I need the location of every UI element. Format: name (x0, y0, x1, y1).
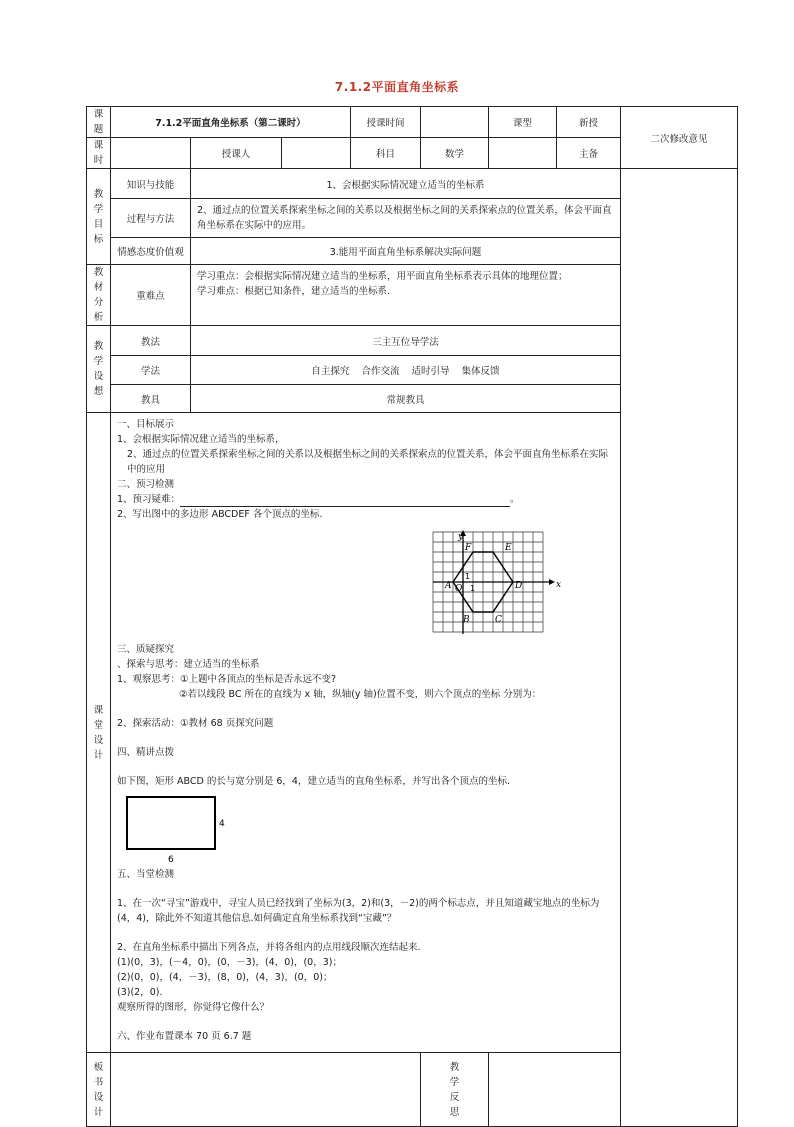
rectangle-diagram (125, 795, 235, 865)
s5-line3: (1)(0，3)，(－4，0)，(0，－3)，(4，0)，(0，3)； (117, 957, 342, 968)
analysis-section-label: 教 材 分 析 (87, 265, 111, 326)
s4-line1: 如下图，矩形 ABCD 的长与宽分别是 6，4，建立适当的直角坐标系，并写出各个顶点的坐标. (117, 776, 510, 787)
origin-label: O (455, 584, 463, 594)
rect-height-label: 4 (219, 819, 225, 829)
s5-line6: 观察所得的图形，你觉得它像什么？ (117, 1002, 270, 1013)
s6-title: 六、作业布置课本 70 页 6.7 题 (117, 1031, 252, 1042)
point-c-label: C (495, 615, 502, 625)
s5-line5: (3)(2，0). (117, 987, 163, 998)
s4-title: 四、精讲点拨 (117, 747, 175, 758)
s2-title: 二、预习检测 (117, 479, 175, 490)
point-d-label: D (515, 581, 523, 591)
board-section-label: 板 书 设 计 (87, 1053, 111, 1127)
reflection-label: 教 学 反 思 (449, 1061, 460, 1118)
s3-line3: ②若以线段 BC 所在的直线为 x 轴，纵轴(y 轴)位置不变，则六个顶点的坐标 分别为： (179, 689, 542, 700)
subject-label: 科目 (351, 138, 421, 169)
rect-width-label: 6 (168, 855, 174, 865)
s2-line2: 2、写出图中的多边形 ABCDEF 各个顶点的坐标. (117, 509, 323, 520)
topic-value: 7.1.2平面直角坐标系（第二课时） (111, 107, 351, 138)
blank-cell (489, 138, 557, 169)
coordinate-grid-figure (425, 530, 563, 634)
s1-title: 一、目标展示 (117, 419, 175, 430)
point-f-label: F (465, 543, 472, 553)
s5-line1: 1、在一次“寻宝”游戏中，寻宝人员已经找到了坐标为(3，2)和(3，－2)的两个标志点，并且知道藏宝地点的坐标为(4，4)，除此外不知道其他信息.如何确定直角坐标系找到“宝藏”？ (117, 898, 600, 924)
s1-line1: 1、会根据实际情况建立适当的坐标系， (117, 434, 285, 445)
point-e-label: E (505, 543, 512, 553)
revision-notes (621, 169, 738, 1127)
s5-line4: (2)(0，0)，(4，－3)，(8，0)，(4，3)，(0，0)； (117, 972, 333, 983)
design-section-label: 教 学 设 想 (87, 326, 111, 413)
answer-blank (180, 496, 510, 507)
period-value (111, 138, 191, 169)
revision-label: 二次修改意见 (621, 107, 738, 169)
method-text: 三主互位导学法 (191, 326, 621, 356)
goal-label-process: 过程与方法 (111, 199, 191, 238)
rectangle-abcd (127, 797, 215, 849)
method-label: 教法 (111, 326, 191, 356)
goal-text-process: 2、通过点的位置关系探索坐标之间的关系以及根据坐标之间的关系探索点的位置关系，体会平面直角坐标系在实际中的应用。 (191, 199, 621, 238)
tools-text: 常规教具 (191, 385, 621, 413)
s5-line2: 2、在直角坐标系中描出下列各点，并将各组内的点用线段顺次连结起来. (117, 942, 421, 953)
x-axis-label: x (556, 580, 562, 590)
lesson-content (111, 413, 621, 1053)
point-a-label: A (445, 581, 452, 591)
learning-label: 学法 (111, 356, 191, 385)
topic-label: 课 题 (87, 107, 111, 138)
y-unit-label: 1 (465, 572, 471, 581)
point-b-label: B (463, 615, 470, 625)
time-label: 授课时间 (351, 107, 421, 138)
reflection-area (489, 1053, 738, 1127)
goal-label-knowledge: 知识与技能 (111, 169, 191, 199)
time-value (421, 107, 489, 138)
teacher-value (282, 138, 351, 169)
s3-line1: 、探索与思考：建立适当的坐标系 (117, 659, 260, 670)
lesson-section-label: 课 堂 设 计 (87, 413, 111, 1053)
lesson-plan-table (86, 106, 738, 1127)
tools-label: 教具 (111, 385, 191, 413)
goals-section-label: 教 学 目 标 (87, 169, 111, 265)
teacher-label: 授课人 (191, 138, 282, 169)
goal-text-knowledge: 1、会根据实际情况建立适当的坐标系 (191, 169, 621, 199)
s3-line4: 2、探索活动：①教材 68 页探究问题 (117, 718, 274, 729)
subject-value: 数学 (421, 138, 489, 169)
s1-line2: 2、通过点的位置关系探索坐标之间的关系以及根据坐标之间的关系探索点的位置关系，体会平面直角坐标系在实际中的应用 (127, 449, 609, 475)
goal-label-attitude: 情感态度价值观 (111, 238, 191, 265)
x-unit-label: 1 (470, 584, 476, 593)
document-title: 7.1.2平面直角坐标系 (334, 80, 460, 94)
reflection-label-cell (421, 1053, 489, 1127)
y-axis-label: y (458, 532, 464, 542)
s3-line2: 1、观察思考：①上题中各顶点的坐标是否永远不变? (117, 674, 337, 685)
type-value: 新授 (557, 107, 621, 138)
analysis-label: 重难点 (111, 265, 191, 326)
difficult-point-line: 学习难点：根据已知条件，建立适当的坐标系. (197, 286, 391, 297)
s2-line1: 1、预习疑难： 。 (117, 494, 520, 505)
prep-value: 主备 (557, 138, 621, 169)
type-label: 课型 (489, 107, 557, 138)
goal-text-attitude: 3.能用平面直角坐标系解决实际问题 (191, 238, 621, 265)
learning-text: 自主探究 合作交流 适时引导 集体反馈 (191, 356, 621, 385)
s5-title: 五、当堂检测 (117, 869, 175, 880)
period-label: 课 时 (87, 138, 111, 169)
analysis-text (191, 265, 621, 326)
board-design-area (111, 1053, 421, 1127)
rectangle-abcd-figure (125, 795, 235, 865)
s3-title: 三、质疑探究 (117, 644, 175, 655)
coordinate-grid (425, 530, 563, 634)
key-point-line: 学习重点：会根据实际情况建立适当的坐标系，用平面直角坐标系表示具体的地理位置； (197, 271, 568, 282)
